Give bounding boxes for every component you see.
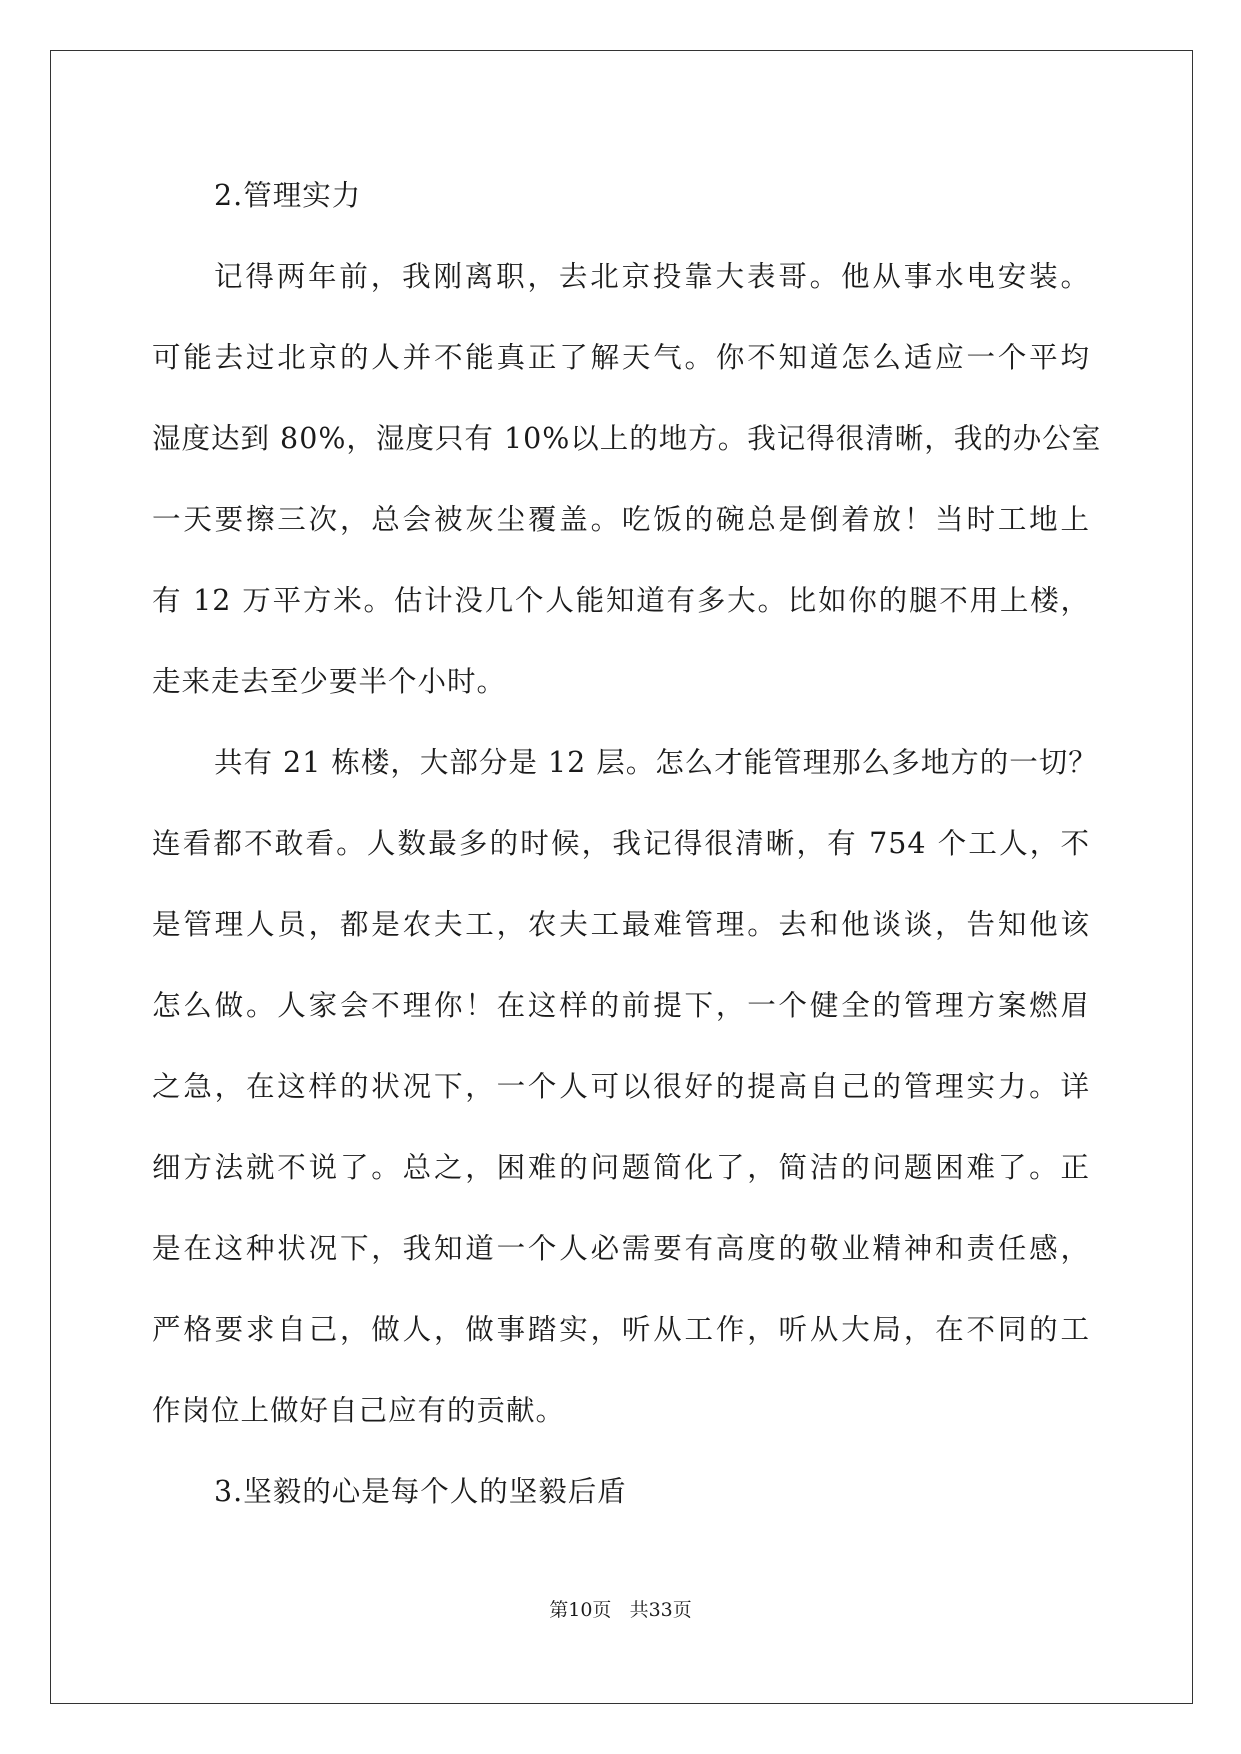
paragraph-line: 是在这种状况下，我知道一个人必需要有高度的敬业精神和责任感， xyxy=(152,1232,1090,1265)
section-heading: 3.坚毅的心是每个人的坚毅后盾 xyxy=(214,1475,627,1508)
paragraph-line: 记得两年前，我刚离职，去北京投靠大表哥。他从事水电安装。 xyxy=(214,260,1090,293)
paragraph-line: 连看都不敢看。人数最多的时候，我记得很清晰，有 754 个工人，不 xyxy=(152,827,1090,860)
document-body xyxy=(152,155,1102,1532)
paragraph-line: 细方法就不说了。总之，困难的问题简化了，简洁的问题困难了。正 xyxy=(152,1151,1090,1184)
page-footer xyxy=(0,1598,1241,1622)
section-heading: 2.管理实力 xyxy=(214,179,362,212)
paragraph-line: 有 12 万平方米。估计没几个人能知道有多大。比如你的腿不用上楼， xyxy=(152,584,1090,617)
paragraph-line: 湿度达到 80%，湿度只有 10%以上的地方。我记得很清晰，我的办公室 xyxy=(152,422,1102,455)
paragraph-line: 走来走去至少要半个小时。 xyxy=(152,665,507,698)
paragraph-line: 作岗位上做好自己应有的贡献。 xyxy=(152,1394,566,1427)
paragraph-line: 共有 21 栋楼，大部分是 12 层。怎么才能管理那么多地方的一切？ xyxy=(214,746,1098,779)
paragraph-line: 可能去过北京的人并不能真正了解天气。你不知道怎么适应一个平均 xyxy=(152,341,1090,374)
paragraph-line: 一天要擦三次，总会被灰尘覆盖。吃饭的碗总是倒着放！当时工地上 xyxy=(152,503,1090,536)
paragraph-line: 怎么做。人家会不理你！在这样的前提下，一个健全的管理方案燃眉 xyxy=(152,989,1090,1022)
paragraph-line: 之急，在这样的状况下，一个人可以很好的提高自己的管理实力。详 xyxy=(152,1070,1090,1103)
page-total: 共33页 xyxy=(629,1599,692,1621)
paragraph-line: 严格要求自己，做人，做事踏实，听从工作，听从大局，在不同的工 xyxy=(152,1313,1090,1346)
page-number: 第10页 xyxy=(549,1599,612,1621)
paragraph-line: 是管理人员，都是农夫工，农夫工最难管理。去和他谈谈，告知他该 xyxy=(152,908,1090,941)
